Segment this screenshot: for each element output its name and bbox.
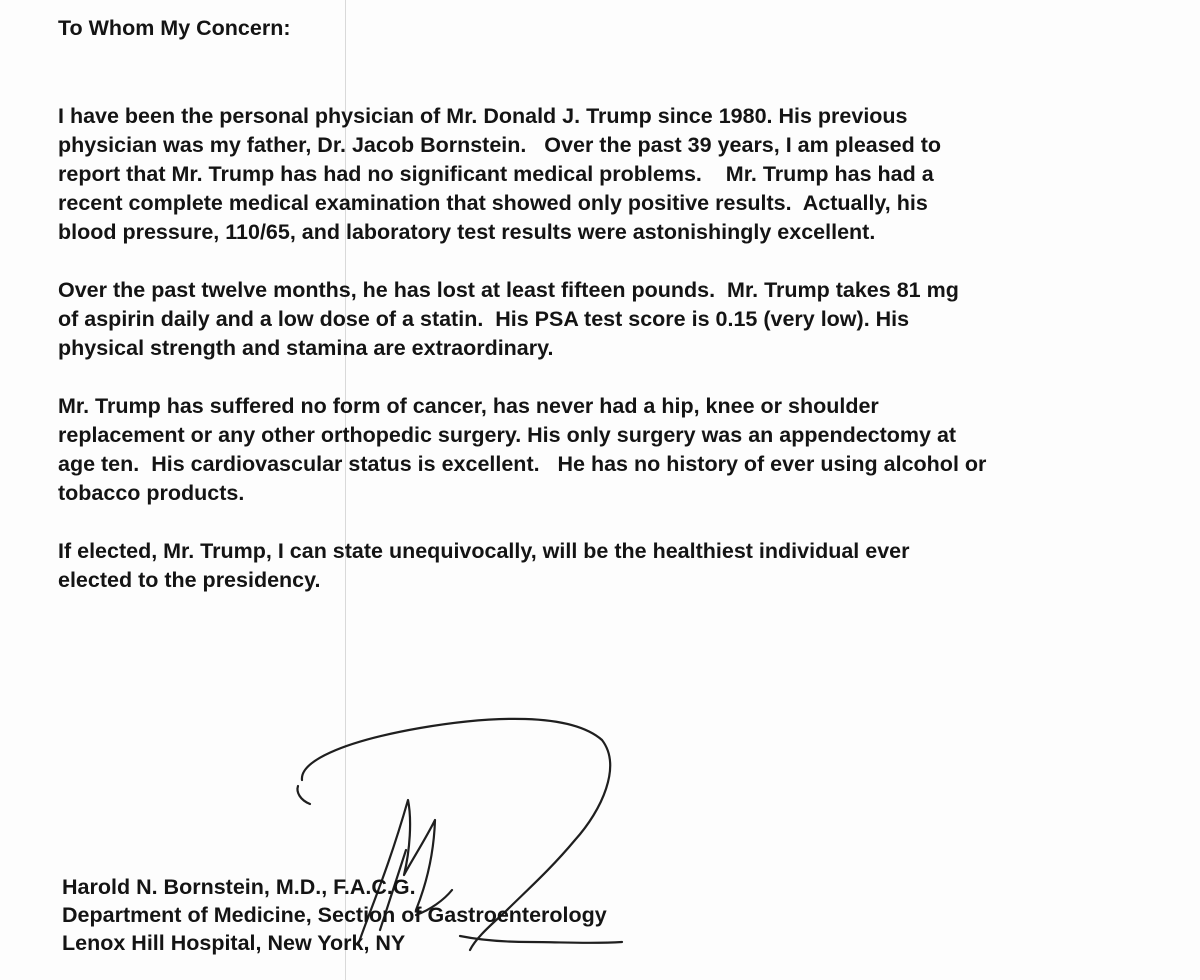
signatory-name: Harold N. Bornstein, M.D., F.A.C.G.	[62, 875, 416, 899]
text-line: tobacco products.	[58, 481, 245, 505]
text-line: physical strength and stamina are extraordinary.	[58, 336, 554, 360]
signatory-hospital: Lenox Hill Hospital, New York, NY	[62, 931, 406, 955]
signature-block	[62, 873, 607, 957]
text-line: physician was my father, Dr. Jacob Bornstein. Over the past 39 years, I am pleased to	[58, 133, 942, 157]
text-line: Mr. Trump has suffered no form of cancer, has never had a hip, knee or shoulder	[58, 394, 879, 418]
text-line: age ten. His cardiovascular status is excellent. He has no history of ever using alcohol or	[58, 452, 987, 476]
text-line: report that Mr. Trump has had no significant medical problems. Mr. Trump has had a	[58, 162, 934, 186]
paragraph-weight-medication	[58, 276, 1168, 363]
text-line: blood pressure, 110/65, and laboratory test results were astonishingly excellent.	[58, 220, 876, 244]
text-line: recent complete medical examination that showed only positive results. Actually, his	[58, 191, 928, 215]
text-line: elected to the presidency.	[58, 568, 321, 592]
text-line: I have been the personal physician of Mr. Donald J. Trump since 1980. His previous	[58, 104, 908, 128]
text-line: replacement or any other orthopedic surgery. His only surgery was an appendectomy at	[58, 423, 957, 447]
text-line: Over the past twelve months, he has lost at least fifteen pounds. Mr. Trump takes 81 mg	[58, 278, 959, 302]
signatory-department: Department of Medicine, Section of Gastroenterology	[62, 903, 607, 927]
text-line: of aspirin daily and a low dose of a statin. His PSA test score is 0.15 (very low). His	[58, 307, 910, 331]
paragraph-physician-history	[58, 102, 1168, 247]
text-line: If elected, Mr. Trump, I can state unequivocally, will be the healthiest individual ever	[58, 539, 910, 563]
letter-body	[58, 14, 1168, 624]
paragraph-medical-history	[58, 392, 1168, 508]
paragraph-conclusion	[58, 537, 1168, 595]
salutation: To Whom My Concern:	[58, 16, 291, 40]
